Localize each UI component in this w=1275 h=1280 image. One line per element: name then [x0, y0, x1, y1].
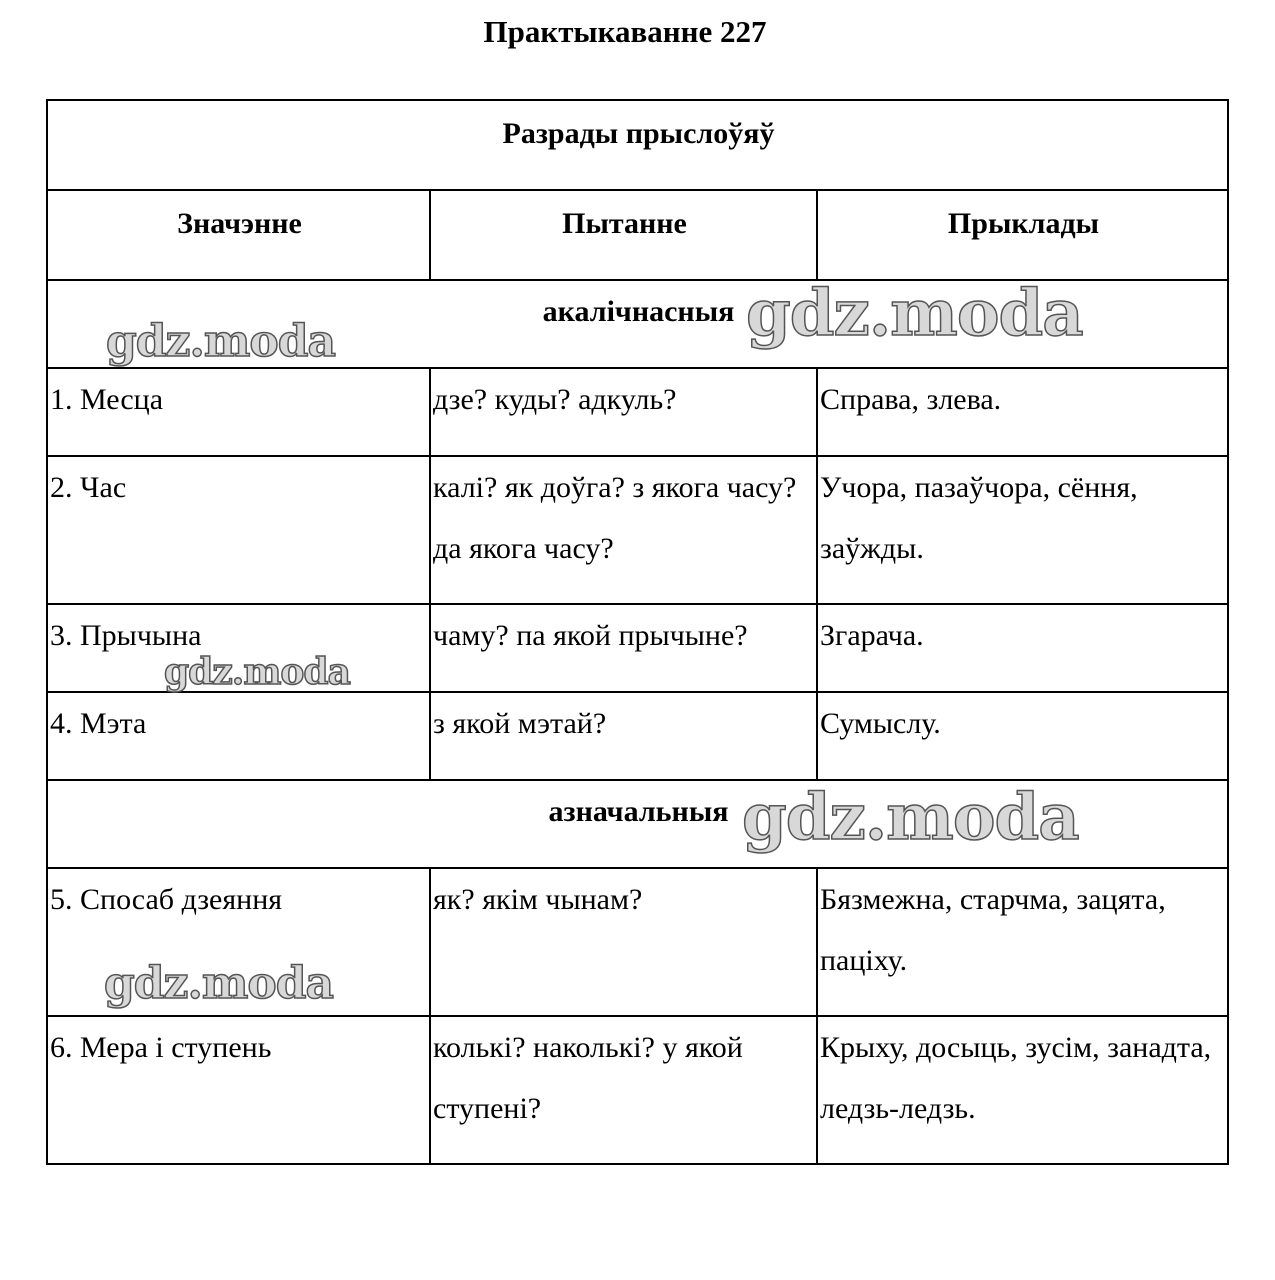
table-row [47, 456, 1228, 604]
watermark: gdz.moda [746, 276, 1083, 351]
header-examples: Прыклады [817, 190, 1228, 280]
examples-cell: Сумыслу. [817, 692, 1228, 780]
watermark: gdz.moda [104, 958, 334, 1009]
section-header-attributive: азначальныя [47, 780, 1228, 868]
question-cell: колькі? наколькі? у якой ступені? [430, 1016, 817, 1164]
examples-cell: Бязмежна, старчма, зацята, пацiху. [817, 868, 1228, 1016]
examples-cell: Крыху, досыць, зусім, занадта, ледзь-ледзь. [817, 1016, 1228, 1164]
watermark: gdz.moda [742, 780, 1079, 855]
meaning-cell: 5. Спосаб дзеяння [47, 868, 430, 1016]
page-title: Практыкаванне 227 [483, 14, 767, 49]
header-meaning: Значэнне [47, 190, 430, 280]
question-cell: з якой мэтай? [430, 692, 817, 780]
meaning-cell: 1. Месца [47, 368, 430, 456]
examples-cell: Учора, пазаўчора, сёння, заўжды. [817, 456, 1228, 604]
examples-cell: Згарача. [817, 604, 1228, 692]
section-header-circumstantial: акалічнасныя [47, 280, 1228, 368]
examples-cell: Справа, злева. [817, 368, 1228, 456]
meaning-cell: 3. Прычына [47, 604, 430, 692]
header-question: Пытанне [430, 190, 817, 280]
table-caption: Разрады прыслоўяў [47, 100, 1228, 190]
question-cell: калі? як доўга? з якога часу? да якога часу? [430, 456, 817, 604]
meaning-cell: 2. Час [47, 456, 430, 604]
meaning-cell: 6. Мера і ступень [47, 1016, 430, 1164]
table-row [47, 368, 1228, 456]
meaning-cell: 4. Мэта [47, 692, 430, 780]
watermark: gdz.moda [164, 651, 350, 693]
question-cell: дзе? куды? адкуль? [430, 368, 817, 456]
watermark: gdz.moda [106, 316, 336, 367]
table-row [47, 1016, 1228, 1164]
question-cell: як? якім чынам? [430, 868, 817, 1016]
table-row [47, 692, 1228, 780]
question-cell: чаму? па якой прычыне? [430, 604, 817, 692]
